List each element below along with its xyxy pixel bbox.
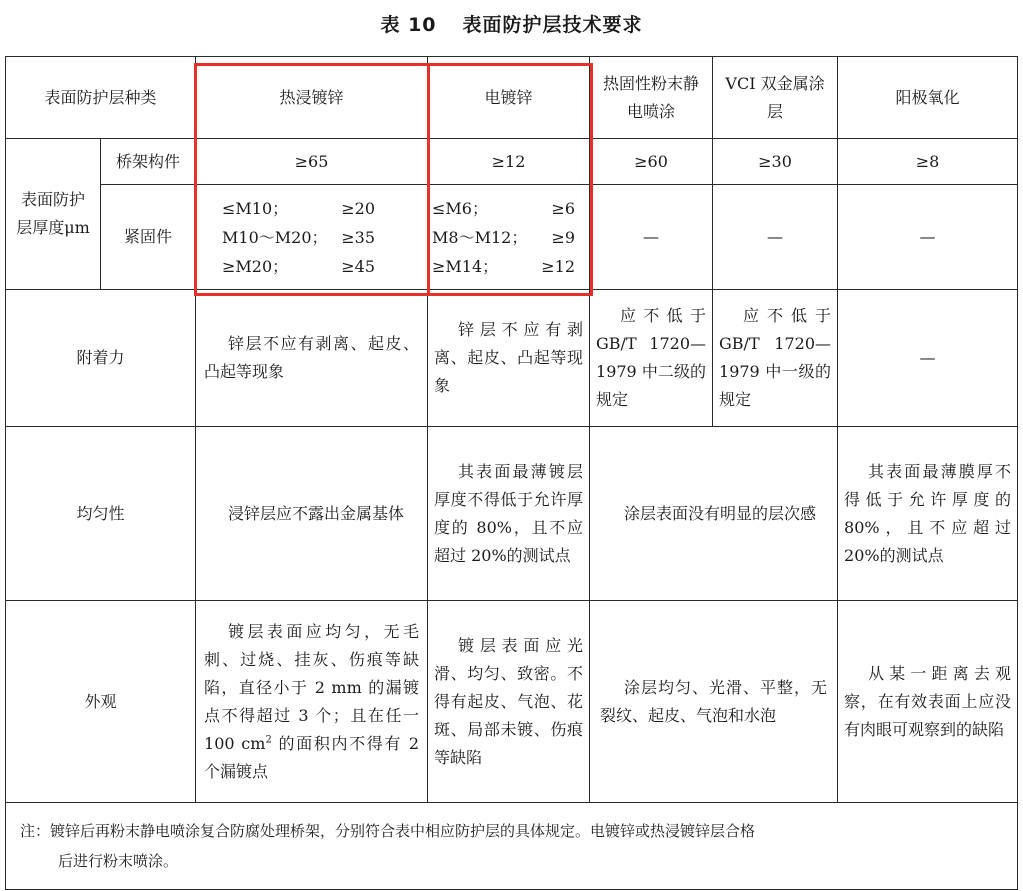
- fastener-hot-dip: [196, 185, 428, 290]
- appearance-coating: 涂层均匀、光滑、平整，无裂纹、起皮、气泡和水泡: [590, 601, 838, 803]
- table-note: [6, 803, 1018, 890]
- adhesion-label: 附着力: [6, 290, 196, 427]
- fastener-line: ≥M20； ≥45: [222, 256, 376, 276]
- uniformity-anodic: 其表面最薄膜厚不得低于允许厚度的 80%，且不应超过 20%的测试点: [838, 427, 1018, 601]
- adhesion-row: [6, 290, 1018, 427]
- fastener-label: 紧固件: [101, 185, 196, 290]
- fastener-powder: —: [590, 185, 713, 290]
- uniformity-label: 均匀性: [6, 427, 196, 601]
- spec-table: [5, 56, 1018, 890]
- fastener-line: M8～M12； ≥9: [432, 227, 576, 247]
- note-line-1: 注：镀锌后再粉末静电喷涂复合防腐处理桥架，分别符合表中相应防护层的具体规定。电镀锌或热浸镀锌层合格: [20, 822, 756, 840]
- header-anodic: 阳极氧化: [838, 57, 1018, 139]
- thickness-label: 表面防护层厚度μm: [6, 139, 101, 290]
- tray-anodic: ≥8: [838, 139, 1018, 185]
- fastener-line: ≥M14； ≥12: [432, 256, 576, 276]
- appearance-hot-dip: 镀层表面应均匀，无毛刺、过烧、挂灰、伤痕等缺陷，直径小于 2 mm 的漏镀点不得超过 3 个；且在任一 100 $cm^2$ 的面积内不得有 2 个漏镀点: [196, 601, 428, 803]
- adhesion-electro: 锌层不应有剥离、起皮、凸起等现象: [428, 290, 590, 427]
- adhesion-powder: 应不低于 GB/T 1720—1979 中二级的规定: [590, 290, 713, 427]
- note-line-2: 后进行粉末喷涂。: [58, 852, 179, 870]
- spec-table-container: [5, 56, 1017, 889]
- table-title: [0, 10, 1023, 37]
- adhesion-vci: 应不低于 GB/T 1720—1979 中一级的规定: [713, 290, 838, 427]
- header-electro: 电镀锌: [428, 57, 590, 139]
- header-vci: VCI 双金属涂层: [713, 57, 838, 139]
- uniformity-coating: 涂层表面没有明显的层次感: [590, 427, 838, 601]
- uniformity-hot-dip: 浸锌层应不露出金属基体: [196, 427, 428, 601]
- fastener-line: M10～M20； ≥35: [222, 227, 376, 247]
- tray-powder: ≥60: [590, 139, 713, 185]
- table-title-text: 表面防护层技术要求: [462, 14, 643, 36]
- header-type-label: 表面防护层种类: [6, 57, 196, 139]
- appearance-row: [6, 601, 1018, 803]
- uniformity-row: [6, 427, 1018, 601]
- thickness-tray-row: [6, 139, 1018, 185]
- appearance-label: 外观: [6, 601, 196, 803]
- thickness-fastener-row: [6, 185, 1018, 290]
- tray-vci: ≥30: [713, 139, 838, 185]
- fastener-electro: [428, 185, 590, 290]
- appearance-electro: 镀层表面应光滑、均匀、致密。不得有起皮、气泡、花斑、局部未镀、伤痕等缺陷: [428, 601, 590, 803]
- uniformity-electro: 其表面最薄镀层厚度不得低于允许厚度的 80%，且不应超过 20%的测试点: [428, 427, 590, 601]
- fastener-line: ≤M10； ≥20: [222, 198, 376, 218]
- note-row: [6, 803, 1018, 890]
- tray-hot-dip: ≥65: [196, 139, 428, 185]
- tray-label: 桥架构件: [101, 139, 196, 185]
- tray-electro: ≥12: [428, 139, 590, 185]
- header-powder: 热固性粉末静电喷涂: [590, 57, 713, 139]
- fastener-vci: —: [713, 185, 838, 290]
- header-row: [6, 57, 1018, 139]
- header-hot-dip: 热浸镀锌: [196, 57, 428, 139]
- fastener-anodic: —: [838, 185, 1018, 290]
- appearance-anodic: 从某一距离去观察，在有效表面上应没有肉眼可观察到的缺陷: [838, 601, 1018, 803]
- table-number: 表 10: [380, 14, 437, 36]
- fastener-line: ≤M6； ≥6: [432, 198, 576, 218]
- adhesion-hot-dip: 锌层不应有剥离、起皮、凸起等现象: [196, 290, 428, 427]
- adhesion-anodic: —: [838, 290, 1018, 427]
